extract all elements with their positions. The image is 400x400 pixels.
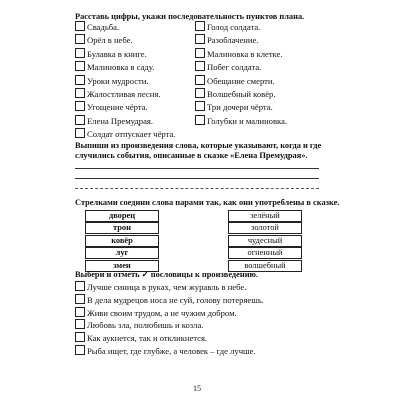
- item-label: Рыба ищет, где глубже, а человек – где лучше.: [87, 346, 256, 356]
- item-label: Любовь зла, полюбишь и козла.: [87, 320, 204, 331]
- item-label: Угощение чёрта.: [87, 102, 148, 113]
- match-word-right[interactable]: волшебный: [228, 260, 302, 272]
- task1-instruction: Расставь цифры, укажи последовательность пунктов плана.: [75, 12, 305, 21]
- proverb-item: [75, 294, 264, 306]
- answer-checkbox[interactable]: [195, 88, 205, 98]
- answer-checkbox[interactable]: [75, 281, 85, 291]
- item-label: Обещание смерти.: [207, 75, 275, 86]
- answer-checkbox[interactable]: [75, 128, 85, 138]
- answer-checkbox[interactable]: [75, 75, 85, 85]
- match-word-right[interactable]: чудесный: [228, 235, 302, 247]
- answer-checkbox[interactable]: [195, 48, 205, 58]
- item-label: Орёл в небе.: [87, 35, 133, 46]
- item-label: Малиновка в клетке.: [207, 48, 283, 59]
- plan-item-left: [75, 21, 119, 33]
- check-mark-icon: ✓: [141, 270, 149, 279]
- match-word-left[interactable]: луг: [85, 247, 159, 259]
- plan-item-right: [195, 61, 261, 73]
- plan-item-left: [75, 48, 147, 60]
- answer-checkbox[interactable]: [75, 115, 85, 125]
- answer-checkbox[interactable]: [75, 48, 85, 58]
- answer-checkbox[interactable]: [75, 319, 85, 329]
- answer-checkbox[interactable]: [75, 101, 85, 111]
- plan-item-left: [75, 88, 160, 100]
- task2-instruction-line2: случились события, описанные в сказке «Елена Премудрая».: [75, 151, 308, 160]
- answer-checkbox[interactable]: [195, 75, 205, 85]
- answer-line-3[interactable]: [75, 188, 319, 189]
- item-label: Побег солдата.: [207, 62, 262, 73]
- proverb-item: [75, 345, 256, 357]
- item-label: Голод солдата.: [207, 22, 261, 32]
- match-word-right[interactable]: золотой: [228, 222, 302, 234]
- item-label: Жалостливая песня.: [87, 89, 161, 99]
- plan-item-right: [195, 75, 275, 87]
- match-word-right[interactable]: огненный: [228, 247, 302, 259]
- item-label: Лучше синица в руках, чем журавль в небе.: [87, 282, 247, 292]
- item-label: Свадьба.: [87, 22, 120, 32]
- proverb-item: [75, 319, 203, 331]
- answer-checkbox[interactable]: [75, 88, 85, 98]
- plan-item-left: [75, 101, 148, 113]
- answer-checkbox[interactable]: [195, 115, 205, 125]
- answer-checkbox[interactable]: [75, 332, 85, 342]
- task4-instruction-after: пословицы к произведению.: [150, 270, 259, 279]
- answer-checkbox[interactable]: [75, 61, 85, 71]
- plan-item-left: [75, 75, 149, 87]
- item-label: Уроки мудрости.: [87, 75, 149, 86]
- answer-checkbox[interactable]: [75, 307, 85, 317]
- answer-checkbox[interactable]: [195, 34, 205, 44]
- task3-instruction: Стрелками соедини слова парами так, как они употреблены в сказке.: [75, 198, 340, 207]
- plan-item-right: [195, 115, 287, 127]
- plan-item-right: [195, 48, 283, 60]
- task4-instruction-before: Выбери и отметь: [75, 270, 140, 279]
- item-label: Три дочери чёрта.: [207, 102, 273, 113]
- item-label: Волшебный ковёр.: [207, 89, 276, 99]
- item-label: Голубки и малиновка.: [207, 115, 288, 126]
- item-label: Солдат отпускает чёрта.: [87, 129, 176, 140]
- match-word-left[interactable]: ковёр: [85, 235, 159, 247]
- plan-item-left: [75, 128, 175, 140]
- plan-item-right: [195, 34, 258, 46]
- plan-item-left: [75, 115, 153, 127]
- answer-checkbox[interactable]: [75, 34, 85, 44]
- answer-checkbox[interactable]: [195, 21, 205, 31]
- proverb-item: [75, 307, 237, 319]
- answer-checkbox[interactable]: [195, 61, 205, 71]
- match-word-right[interactable]: зелёный: [228, 210, 302, 222]
- proverb-item: [75, 332, 207, 344]
- match-word-left[interactable]: трон: [85, 222, 159, 234]
- answer-checkbox[interactable]: [75, 294, 85, 304]
- item-label: Булавка в книге.: [87, 48, 147, 59]
- item-label: Малиновка в саду.: [87, 62, 155, 73]
- item-label: Живи своим трудом, а не чужим добром.: [87, 307, 237, 318]
- page-number: 15: [193, 384, 201, 393]
- match-word-left[interactable]: дворец: [85, 210, 159, 222]
- answer-line-1[interactable]: [75, 168, 319, 169]
- answer-line-2[interactable]: [75, 178, 319, 179]
- answer-checkbox[interactable]: [75, 345, 85, 355]
- plan-item-right: [195, 88, 275, 100]
- answer-checkbox[interactable]: [195, 101, 205, 111]
- task2-instruction-line1: Выпиши из произведения слова, которые указывают, когда и где: [75, 141, 322, 150]
- proverb-item: [75, 281, 246, 293]
- task4-instruction: [75, 270, 258, 280]
- plan-item-left: [75, 61, 154, 73]
- item-label: В дела мудрецов носа не суй, голову потеряешь.: [87, 294, 264, 305]
- answer-checkbox[interactable]: [75, 21, 85, 31]
- plan-item-right: [195, 101, 273, 113]
- item-label: Разоблачение.: [207, 35, 259, 46]
- plan-item-left: [75, 34, 133, 46]
- match-word-left[interactable]: змеи: [85, 260, 159, 272]
- plan-item-right: [195, 21, 260, 33]
- item-label: Елена Премудрая.: [87, 115, 154, 126]
- item-label: Как аукнется, так и откликнется.: [87, 333, 208, 344]
